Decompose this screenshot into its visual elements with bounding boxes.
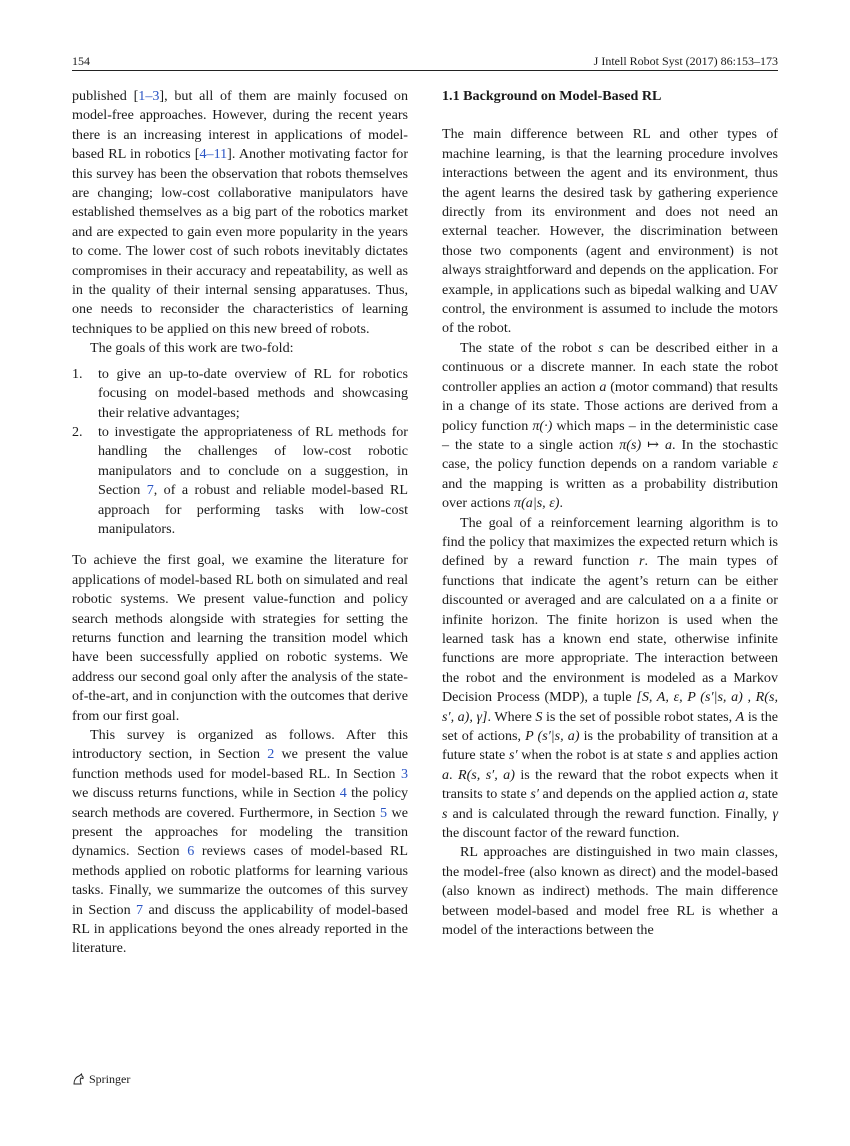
section-link[interactable]: 7: [146, 482, 154, 499]
math-symbol: ε: [772, 456, 778, 473]
math-symbol: s′: [530, 786, 539, 803]
page-number: 154: [72, 54, 90, 68]
section-title: 1.1 Background on Model-Based RL: [442, 88, 662, 104]
math-expression: R(s, s′, a): [457, 766, 515, 783]
classes-paragraph: RL approaches are distinguished in two main classes, the model-free (also known as direct) and the model-based (also known as indirect) methods. The main difference between model-based and model free RL is whether a model of the interactions between the: [442, 844, 778, 939]
math-symbol: a: [442, 766, 450, 783]
goals-intro: The goals of this work are two-fold:: [90, 340, 294, 357]
journal-reference: J Intell Robot Syst (2017) 86:153–173: [593, 54, 778, 68]
math-symbol: S: [535, 708, 543, 725]
organization-paragraph: This survey is organized as follows. After this introductory section, in Section 2 we present the value function methods used for model-based RL. In Section 3 we discuss returns functions, while in Section 4 the policy search methods are covered. Furthermore, in Section 5 we present the approaches for modeling the transition dynamics. Section 6 reviews cases of model-based RL methods applied on robotic platforms for learning various tasks. Finally, we summarize the outcomes of this survey in Section 7 and discuss the applicability of model-based RL in applications beyond the ones already reported in the literature.: [72, 727, 408, 957]
list-number: 1.: [72, 365, 83, 382]
math-symbol: γ: [772, 805, 778, 822]
list-number: 2.: [72, 423, 83, 440]
section-link[interactable]: 6: [187, 843, 195, 860]
section-link[interactable]: 5: [379, 804, 388, 821]
math-expression: π(·): [532, 417, 553, 434]
publisher-name: Springer: [89, 1072, 131, 1086]
section-link[interactable]: 2: [267, 746, 275, 763]
goals-list: [72, 365, 408, 540]
list-item: [72, 365, 408, 423]
background-paragraph: The main difference between RL and other types of machine learning, is that the learning procedure involves interactions between the agent and its environment, thus the agent learns the desired task by gathering experience directly from its environment and does not need an external teacher. However, the discrimination between those two components (agent and environment) is not always straightforward and depends on the application. For example, in applications such as bipedal walking and UAV control, the environment is assumed to include the motors of the robot.: [442, 126, 778, 337]
header-rule: [72, 70, 778, 71]
math-symbol: a: [599, 378, 607, 395]
math-expression: π(s) ↦ a: [619, 436, 672, 453]
math-symbol: s: [598, 339, 604, 356]
citation-link[interactable]: 1–3: [138, 88, 160, 104]
first-goal-paragraph: To achieve the first goal, we examine the literature for applications of model-based RL both on simulated and real robotic systems. We present value-function and policy search methods alongside with strategies for setting the returns function and learning the transition model which have been successfully applied on robotic systems. We address our second goal only after the analysis of the state-of-the-art, and in conjunction with the outcomes that derive from our first goal.: [72, 552, 408, 724]
math-symbol: s: [442, 805, 448, 822]
right-column: [442, 87, 778, 940]
goal-paragraph: The goal of a reinforcement learning algorithm is to find the policy that maximizes the expected return which is defined by a reward function r. The main types of functions that indicate the agent’s return can be either discounted or averaged and are calculated on a a finite or infinite horizon. The finite horizon is used when the learned task has a known end state, otherwise infinite functions are more appropriate. The interaction between the robot and the environment is modeled as a Markov Decision Process (MDP), a tuple [S, A, ε, P (s′|s, a) , R(s, s′, a), γ]. Where S is the set of possible robot states, A is the set of actions, P (s′|s, a) is the probability of transition at a future state s′ when the robot is at state s and applies action a. R(s, s′, a) is the reward that the robot expects when it transits to state s′ and depends on the applied action a, state s and is calculated through the reward function. Finally, γ the discount factor of the reward function.: [442, 514, 778, 842]
intro-paragraph: published [1–3], but all of them are mainly focused on model-free approaches. However, during the recent years there is an increasing interest in applications of model-based RL in robotics [4–11]. Another motivating factor for this survey has been the observation that robots themselves are changing; low-cost collaborative manipulators have established themselves as a big part of the robotics market and are expected to gain even more popularity in the years to come. The lower cost of such robots inevitably dictates compromises in their accuracy and repeatability, as well as in the quality of their internal sensing apparatuses. Thus, one needs to reconsider the characteristics of learning techniques to be applied on this new breed of robots.: [72, 88, 409, 337]
math-symbol: s′: [508, 747, 518, 764]
left-column: [72, 87, 408, 959]
section-link[interactable]: 7: [136, 901, 144, 918]
math-expression: [S, A, ε, P (s′|s, a) , R(s, s′, a), γ]: [442, 689, 778, 725]
section-link[interactable]: 4: [339, 785, 347, 802]
running-header: [72, 52, 778, 70]
section-link[interactable]: 3: [400, 765, 408, 782]
publisher-footer: [72, 1071, 130, 1087]
math-symbol: s: [666, 747, 673, 764]
list-item: 2. to investigate the appropriateness of RL methods for handling the challenges of low-cost robotic manipulators and to conclude on a suggestion, in Section 7, of a robust and reliable model-based RL approach for performing tasks with low-cost manipulators.: [72, 423, 408, 537]
state-paragraph: The state of the robot s can be described either in a continuous or a discrete manner. In each state the robot controller applies an action a (motor command) that results in a change of its state. Those actions are derived from a policy function π(·) which maps – in the deterministic case – the state to a single action π(s) ↦ a. In the stochastic case, the policy function depends on a random variable ε and the mapping is written as a probability distribution over actions π(a|s, ε).: [442, 339, 778, 512]
math-symbol: r: [639, 553, 645, 570]
citation-link[interactable]: 4–11: [199, 146, 228, 163]
math-symbol: A: [735, 708, 745, 725]
list-text: to give an up-to-date overview of RL for robotics focusing on model-based methods and showcasing their relative advantages;: [98, 365, 408, 421]
math-expression: π(a|s, ε): [514, 495, 560, 512]
math-expression: P (s′|s, a): [525, 728, 580, 744]
springer-horse-icon: [72, 1073, 85, 1086]
math-symbol: a: [737, 786, 746, 803]
